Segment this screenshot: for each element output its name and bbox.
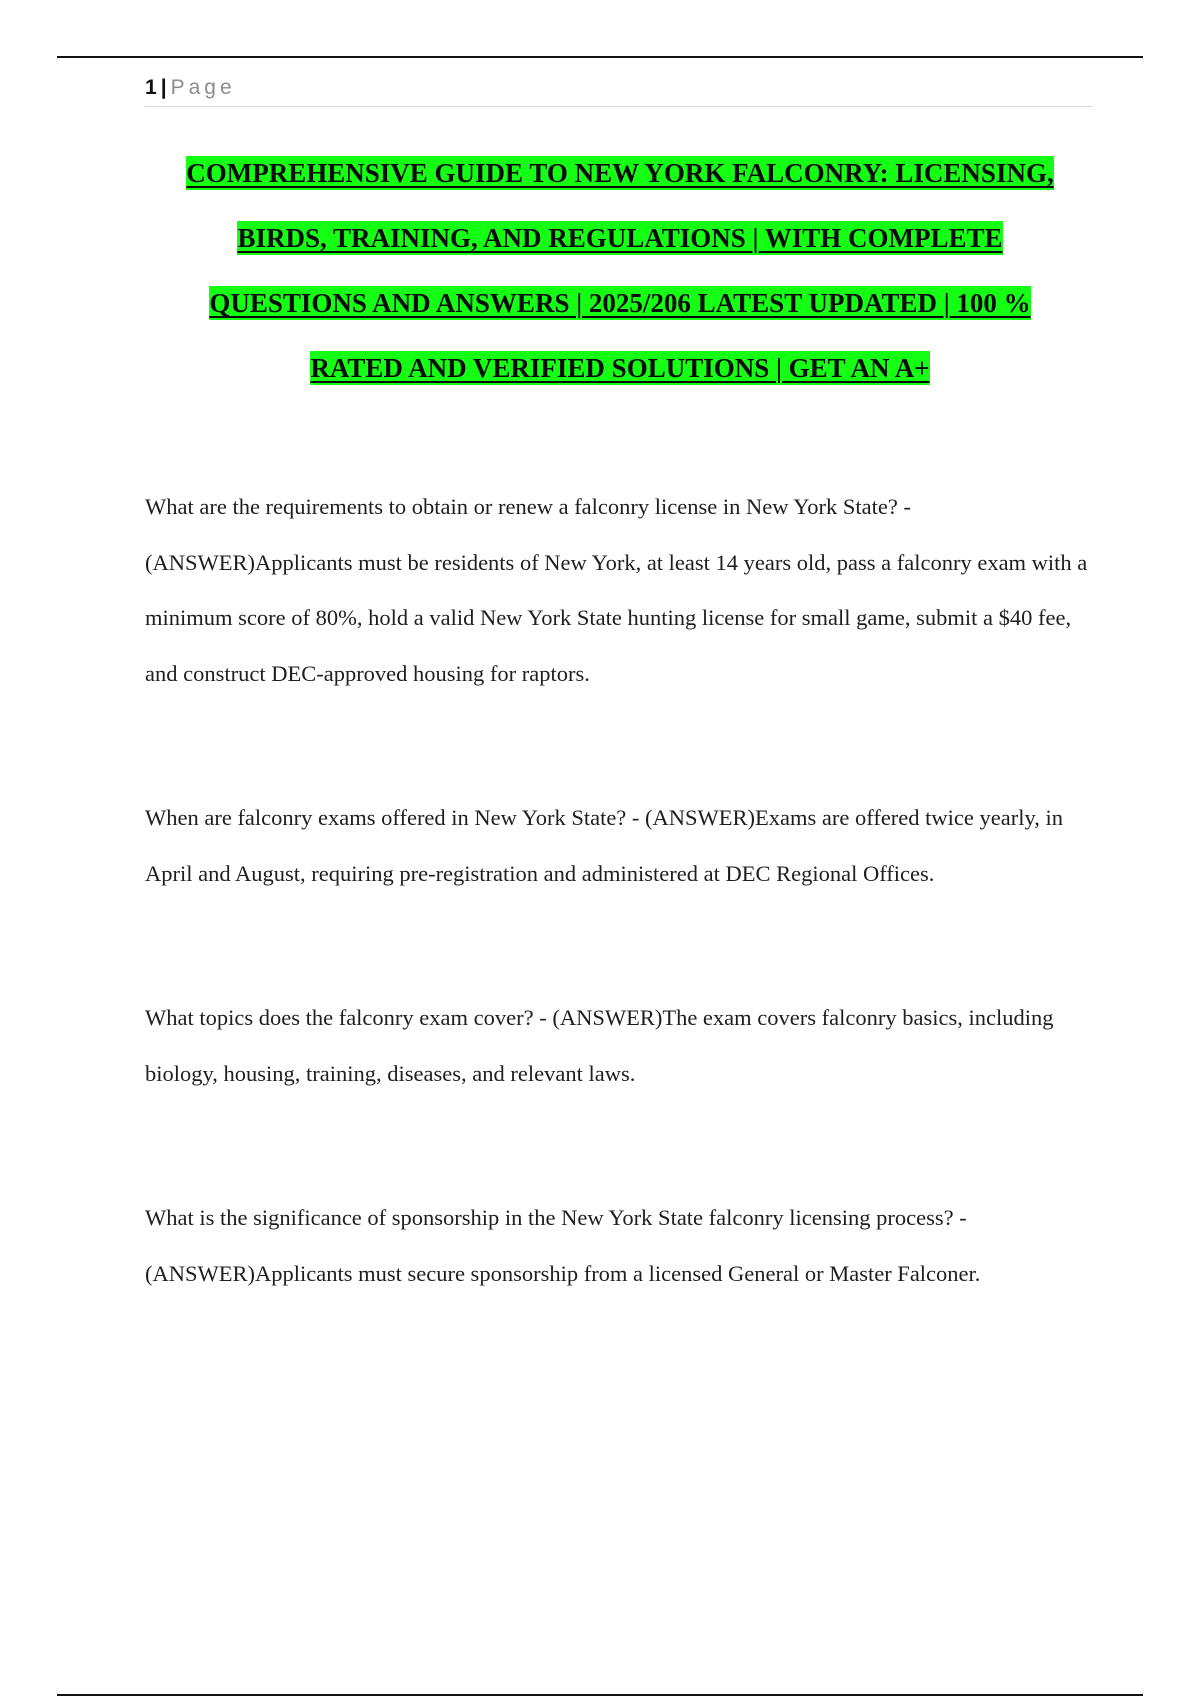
answer-text: (ANSWER)Exams are offered twice yearly, in April and August, requiring pre-registration and administered at DEC Regional Offices. — [145, 805, 1064, 886]
title-line-4: RATED AND VERIFIED SOLUTIONS | GET AN A+ — [310, 353, 930, 383]
answer-text: (ANSWER)Applicants must be residents of New York, at least 14 years old, pass a falconry exam with a minimum score of 80%, hold a valid New York State hunting license for small game, submit a $40 fee, and construct DEC-approved housing for raptors. — [145, 549, 1088, 687]
qa-item-4 — [145, 1190, 1105, 1301]
question-text: What are the requirements to obtain or renew a falconry license in New York State? - — [145, 494, 911, 519]
qa-item-2 — [145, 790, 1105, 901]
qa-item-3 — [145, 990, 1105, 1101]
answer-text: (ANSWER)The exam covers falconry basics, including biology, housing, training, diseases, and relevant laws. — [145, 1005, 1054, 1086]
qa-item-1 — [145, 479, 1105, 702]
header-rule — [57, 56, 1143, 58]
title-line-1: COMPREHENSIVE GUIDE TO NEW YORK FALCONRY: LICENSING, — [186, 158, 1054, 188]
answer-text: (ANSWER)Applicants must secure sponsorship from a licensed General or Master Falconer. — [145, 1260, 981, 1286]
question-text: When are falconry exams offered in New York State? - — [145, 805, 646, 830]
question-text: What topics does the falconry exam cover? - — [145, 1005, 553, 1030]
page-number: 1 — [145, 76, 157, 99]
page-label: Page — [170, 76, 236, 99]
footer-rule — [57, 1694, 1143, 1696]
document-title — [140, 141, 1100, 401]
question-text: What is the significance of sponsorship in the New York State falconry licensing process? - — [145, 1205, 967, 1230]
title-line-3: QUESTIONS AND ANSWERS | 2025/206 LATEST UPDATED | 100 % — [209, 288, 1031, 318]
page-separator: | — [160, 76, 167, 99]
page-header — [145, 74, 1093, 107]
title-line-2: BIRDS, TRAINING, AND REGULATIONS | WITH COMPLETE — [237, 223, 1003, 253]
